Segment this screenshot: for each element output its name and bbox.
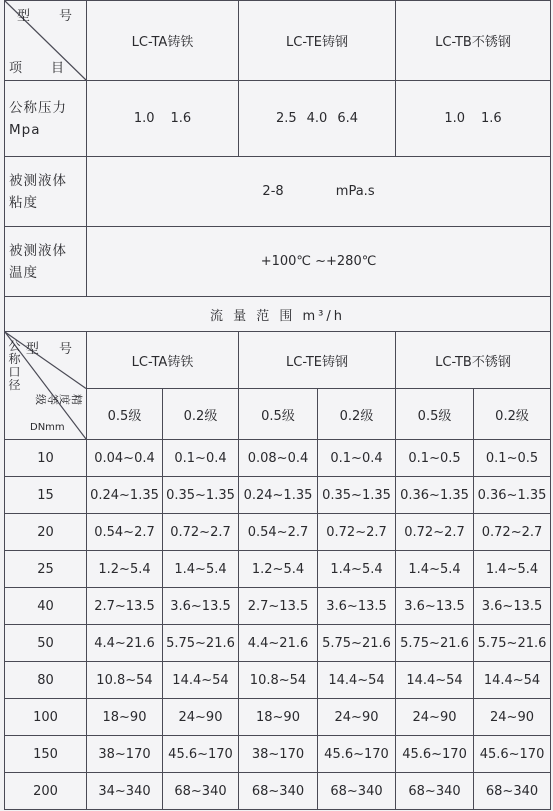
range-cell: 0.72~2.7: [396, 514, 474, 551]
range-cell: 0.04~0.4: [87, 440, 163, 477]
range-cell: 1.2~5.4: [87, 551, 163, 588]
range-cell: 0.1~0.4: [318, 440, 396, 477]
table-row: [5, 588, 551, 625]
grade-cell: 0.2级: [163, 389, 239, 440]
range-cell: 0.1~0.4: [163, 440, 239, 477]
range-cell: 5.75~21.6: [396, 625, 474, 662]
viscosity-unit: mPa.s: [335, 184, 375, 199]
viscosity-label-line2: 粘度: [9, 194, 38, 211]
flow-model-te: LC-TE铸钢: [239, 332, 396, 389]
range-cell: 5.75~21.6: [163, 625, 239, 662]
range-cell: 3.6~13.5: [474, 588, 551, 625]
grade-cell: 0.2级: [474, 389, 551, 440]
range-cell: 0.35~1.35: [163, 477, 239, 514]
table-row: [5, 736, 551, 773]
viscosity-label-line1: 被测液体: [9, 172, 67, 189]
pressure-label-line1: 公称压力: [9, 99, 67, 116]
pressure-te-value: 4.0: [306, 111, 328, 126]
viscosity-row: [5, 157, 551, 227]
range-cell: 45.6~170: [474, 736, 551, 773]
range-cell: 1.4~5.4: [474, 551, 551, 588]
range-cell: 34~340: [87, 773, 163, 810]
dn-cell: 25: [5, 551, 87, 588]
range-cell: 24~90: [163, 699, 239, 736]
pressure-te-value: 2.5: [275, 111, 297, 126]
spec-sheet: [4, 0, 550, 807]
flow-range-title: 流 量 范 围 m³/h: [5, 297, 551, 332]
range-cell: 14.4~54: [318, 662, 396, 699]
dn-cell: 200: [5, 773, 87, 810]
range-cell: 3.6~13.5: [163, 588, 239, 625]
flow-title-row: [5, 297, 551, 332]
grade-cell: 0.2级: [318, 389, 396, 440]
dn-cell: 20: [5, 514, 87, 551]
range-cell: 5.75~21.6: [474, 625, 551, 662]
range-cell: 0.36~1.35: [396, 477, 474, 514]
flow-model-ta: LC-TA铸铁: [87, 332, 239, 389]
dn-cell: 10: [5, 440, 87, 477]
range-cell: 14.4~54: [396, 662, 474, 699]
temperature-row: [5, 227, 551, 297]
dn-cell: 40: [5, 588, 87, 625]
range-cell: 3.6~13.5: [318, 588, 396, 625]
type-header-label: 型 号: [16, 9, 80, 24]
range-cell: 4.4~21.6: [239, 625, 318, 662]
dn-cell: 80: [5, 662, 87, 699]
range-cell: 1.4~5.4: [318, 551, 396, 588]
range-cell: 1.2~5.4: [239, 551, 318, 588]
grade-cell: 0.5级: [239, 389, 318, 440]
grade-vertical-label: 精度等级: [34, 394, 83, 406]
dn-cell: 15: [5, 477, 87, 514]
range-cell: 0.1~0.5: [396, 440, 474, 477]
range-cell: 45.6~170: [163, 736, 239, 773]
range-cell: 2.7~13.5: [239, 588, 318, 625]
header-corner-cell: [5, 1, 87, 81]
range-cell: 5.75~21.6: [318, 625, 396, 662]
range-cell: 24~90: [318, 699, 396, 736]
range-cell: 18~90: [239, 699, 318, 736]
range-cell: 68~340: [318, 773, 396, 810]
pressure-label: [5, 81, 87, 157]
range-cell: 68~340: [163, 773, 239, 810]
pressure-ta-value: 1.6: [170, 111, 192, 126]
model-ta-header: LC-TA铸铁: [87, 1, 239, 81]
grade-cell: 0.5级: [396, 389, 474, 440]
pressure-ta-value: 1.0: [133, 111, 155, 126]
pressure-tb-value: 1.0: [444, 111, 466, 126]
viscosity-value: 2-8: [262, 184, 284, 199]
range-cell: 2.7~13.5: [87, 588, 163, 625]
viscosity-label: [5, 157, 87, 227]
range-cell: 24~90: [396, 699, 474, 736]
table-row: [5, 440, 551, 477]
range-cell: 0.35~1.35: [318, 477, 396, 514]
dn-vertical-label: 公称口径: [8, 339, 21, 392]
dn-cell: 50: [5, 625, 87, 662]
range-cell: 38~170: [239, 736, 318, 773]
table-row: [5, 514, 551, 551]
pressure-tb-cell: [396, 81, 551, 157]
range-cell: 68~340: [239, 773, 318, 810]
range-cell: 68~340: [396, 773, 474, 810]
range-cell: 3.6~13.5: [396, 588, 474, 625]
dn-cell: 100: [5, 699, 87, 736]
dn-unit-label: DNmm: [30, 422, 65, 433]
range-cell: 0.72~2.7: [318, 514, 396, 551]
range-cell: 0.36~1.35: [474, 477, 551, 514]
temperature-label-line1: 被测液体: [9, 242, 67, 259]
range-cell: 0.72~2.7: [163, 514, 239, 551]
range-cell: 45.6~170: [318, 736, 396, 773]
pressure-ta-cell: [87, 81, 239, 157]
pressure-label-line2: Mpa: [9, 121, 41, 138]
spec-table: [4, 0, 551, 810]
range-cell: 68~340: [474, 773, 551, 810]
range-cell: 0.54~2.7: [239, 514, 318, 551]
pressure-te-cell: [239, 81, 396, 157]
temperature-value: +100℃ ~+280℃: [87, 227, 551, 297]
range-cell: 24~90: [474, 699, 551, 736]
pressure-row: [5, 81, 551, 157]
table-row: [5, 551, 551, 588]
model-tb-header: LC-TB不锈钢: [396, 1, 551, 81]
range-cell: 10.8~54: [239, 662, 318, 699]
table-row: [5, 699, 551, 736]
flow-model-tb: LC-TB不锈钢: [396, 332, 551, 389]
grade-cell: 0.5级: [87, 389, 163, 440]
range-cell: 14.4~54: [474, 662, 551, 699]
range-cell: 0.08~0.4: [239, 440, 318, 477]
header-row: [5, 1, 551, 81]
table-row: [5, 477, 551, 514]
pressure-tb-value: 1.6: [481, 111, 502, 126]
range-cell: 38~170: [87, 736, 163, 773]
viscosity-value-cell: [87, 157, 551, 227]
range-cell: 1.4~5.4: [163, 551, 239, 588]
range-cell: 0.24~1.35: [239, 477, 318, 514]
temperature-label-line2: 温度: [9, 264, 38, 281]
pressure-te-value: 6.4: [337, 111, 359, 126]
flow-model-row: [5, 332, 551, 389]
range-cell: 0.72~2.7: [474, 514, 551, 551]
flow-type-label: 型 号: [25, 342, 80, 357]
range-cell: 10.8~54: [87, 662, 163, 699]
item-header-label: 项 目: [9, 61, 73, 76]
temperature-label: [5, 227, 87, 297]
range-cell: 1.4~5.4: [396, 551, 474, 588]
dn-cell: 150: [5, 736, 87, 773]
model-te-header: LC-TE铸钢: [239, 1, 396, 81]
range-cell: 0.1~0.5: [474, 440, 551, 477]
range-cell: 45.6~170: [396, 736, 474, 773]
range-cell: 18~90: [87, 699, 163, 736]
range-cell: 0.54~2.7: [87, 514, 163, 551]
flow-corner-cell: [5, 332, 87, 440]
table-row: [5, 662, 551, 699]
range-cell: 4.4~21.6: [87, 625, 163, 662]
range-cell: 0.24~1.35: [87, 477, 163, 514]
range-cell: 14.4~54: [163, 662, 239, 699]
table-row: [5, 773, 551, 810]
table-row: [5, 625, 551, 662]
